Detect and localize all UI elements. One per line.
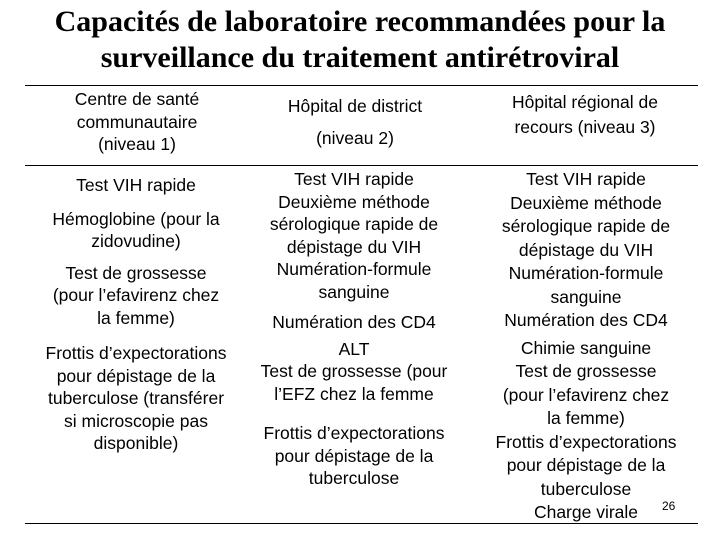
- list-item: Numération des CD4: [504, 310, 668, 330]
- list-item: Test VIH rapide: [76, 175, 196, 195]
- list-item: Numération-formule: [508, 263, 664, 283]
- list-item: Numération-formule: [276, 259, 432, 279]
- list-item: disponible): [93, 433, 179, 453]
- column-1-body: [25, 174, 247, 455]
- list-item: ALT: [338, 338, 370, 359]
- list-item: Frottis d’expectorations: [495, 431, 677, 452]
- list-item: pour dépistage de la: [506, 455, 666, 475]
- list-item: la femme): [97, 307, 175, 328]
- list-item: Test de grossesse (pour: [260, 361, 448, 381]
- list-item: dépistage du VIH: [518, 239, 654, 260]
- list-item: Test de grossesse: [65, 262, 207, 283]
- list-item: Charge virale: [533, 502, 639, 522]
- list-item: Test VIH rapide: [526, 169, 646, 189]
- header-line: recours (niveau 3): [514, 117, 656, 137]
- list-item: pour dépistage de la: [56, 365, 216, 386]
- list-item: tuberculose (transférer: [47, 388, 225, 408]
- list-item: sérologique rapide de: [269, 214, 439, 234]
- header-rule: [25, 165, 698, 166]
- list-item: sanguine: [318, 281, 390, 302]
- header-line: Centre de santé: [74, 89, 200, 109]
- column-2-header: [255, 90, 455, 154]
- bottom-rule: [25, 523, 698, 524]
- column-2-body: [243, 168, 465, 490]
- list-item: Chimie sanguine: [520, 337, 652, 358]
- list-item: l’EFZ chez la femme: [274, 383, 434, 404]
- header-line: (niveau 2): [316, 128, 394, 148]
- list-item: la femme): [547, 408, 625, 428]
- list-item: Test de grossesse: [515, 361, 657, 381]
- top-rule: [25, 85, 698, 86]
- list-item: sanguine: [550, 286, 622, 307]
- page-number: 26: [662, 499, 676, 513]
- list-item: Hémoglobine (pour la: [52, 208, 220, 229]
- list-item: Frottis d’expectorations: [45, 343, 227, 363]
- list-item: tuberculose: [308, 468, 400, 488]
- list-item: Frottis d’expectorations: [263, 423, 445, 443]
- list-item: Deuxième méthode: [510, 192, 662, 213]
- list-item: (pour l’efavirenz chez: [502, 384, 670, 405]
- header-line: communautaire: [76, 111, 198, 132]
- title-line-1: Capacités de laboratoire recommandées pour la: [54, 5, 666, 38]
- list-item: Numération des CD4: [272, 312, 436, 332]
- list-item: sérologique rapide de: [501, 216, 671, 236]
- header-line: Hôpital régional de: [512, 92, 658, 112]
- list-item: Test VIH rapide: [294, 169, 414, 189]
- list-item: (pour l’efavirenz chez: [52, 285, 220, 305]
- title-line-2: surveillance du traitement antirétroviral: [100, 41, 620, 74]
- column-3-header: [485, 90, 685, 140]
- list-item: dépistage du VIH: [286, 236, 422, 257]
- page-title: [0, 4, 720, 76]
- list-item: pour dépistage de la: [274, 445, 434, 466]
- list-item: Deuxième méthode: [278, 191, 430, 212]
- list-item: si microscopie pas: [64, 410, 208, 431]
- header-line: Hôpital de district: [287, 96, 423, 116]
- column-3-body: [473, 168, 699, 525]
- header-line: (niveau 1): [98, 134, 176, 154]
- column-1-header: [37, 88, 237, 156]
- list-item: zidovudine): [91, 231, 181, 251]
- list-item: tuberculose: [540, 478, 632, 499]
